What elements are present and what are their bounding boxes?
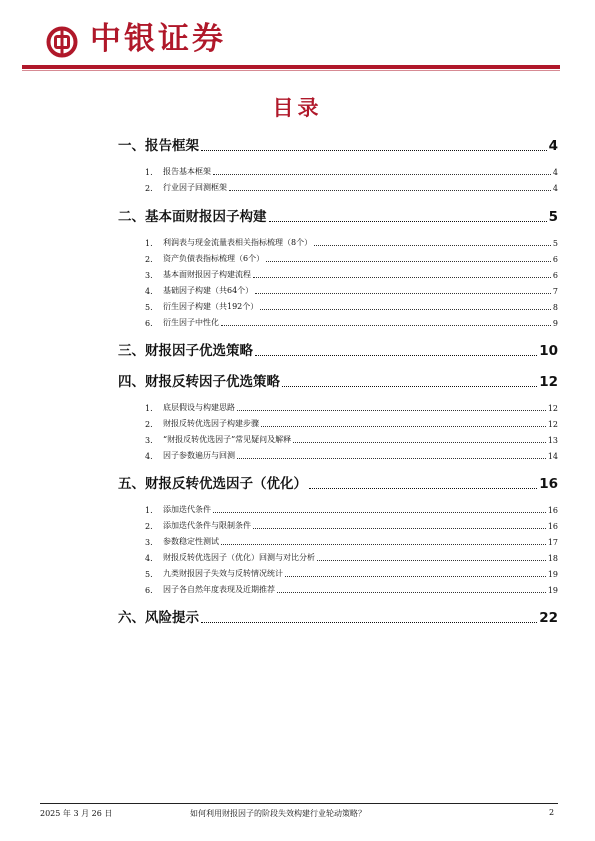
dot-leader: [213, 174, 551, 175]
toc-item-label: 添加迭代条件: [163, 505, 211, 514]
dot-leader: [237, 458, 546, 459]
toc-item-label: 财报反转优选因子构建步骤: [163, 419, 259, 428]
toc-item[interactable]: [145, 285, 558, 296]
toc-item-label: 因子参数遍历与回测: [163, 451, 235, 460]
toc-item-number: 2.: [145, 522, 153, 531]
toc-item[interactable]: [145, 584, 558, 595]
toc-section[interactable]: [118, 138, 558, 154]
toc-item-number: 3.: [145, 538, 153, 547]
footer-page-number: 2: [549, 808, 555, 817]
toc-item-page: 6: [552, 255, 558, 264]
page-header: [0, 0, 595, 70]
toc-section[interactable]: [118, 610, 558, 626]
dot-leader: [282, 386, 537, 387]
brand-name: 中银证券: [90, 21, 226, 57]
dot-leader: [261, 426, 546, 427]
dot-leader: [255, 293, 551, 294]
toc-item[interactable]: [145, 552, 558, 563]
toc-item[interactable]: [145, 166, 558, 177]
toc-section-label: 一、报告框架: [118, 138, 199, 154]
dot-leader: [317, 560, 546, 561]
toc-item-number: 6.: [145, 586, 153, 595]
toc-item[interactable]: [145, 301, 558, 312]
footer-report-title: 如何利用财报因子的阶段失效构建行业轮动策略？: [190, 809, 366, 818]
dot-leader: [201, 622, 537, 623]
toc-item-label: 资产负债表指标梳理（6个）: [163, 254, 265, 263]
toc-item[interactable]: [145, 536, 558, 547]
toc-item-label: 添加迭代条件与限制条件: [163, 521, 251, 530]
toc-item-page: 8: [552, 303, 558, 312]
toc-section-label: 五、财报反转优选因子（优化）: [118, 476, 307, 492]
toc-item-label: 基础因子构建（共64个）: [163, 286, 254, 295]
toc-item-page: 18: [547, 554, 558, 563]
toc-item-number: 3.: [145, 436, 153, 445]
toc-item-label: 报告基本框架: [163, 167, 211, 176]
toc-item-label: 参数稳定性测试: [163, 537, 219, 546]
toc-item[interactable]: [145, 317, 558, 328]
toc-item[interactable]: [145, 237, 558, 248]
toc-item-label: “财报反转优选因子”常见疑问及解释: [163, 435, 292, 444]
toc-item[interactable]: [145, 182, 558, 193]
toc-item-page: 4: [552, 184, 558, 193]
toc-section-page: 12: [539, 374, 558, 390]
toc-item-number: 2.: [145, 420, 153, 429]
toc-section-label: 四、财报反转因子优选策略: [118, 374, 280, 390]
dot-leader: [253, 528, 546, 529]
toc-item-label: 衍生因子中性化: [163, 318, 219, 327]
toc-section-label: 二、基本面财报因子构建: [118, 209, 267, 225]
toc-item-page: 19: [547, 586, 558, 595]
dot-leader: [213, 512, 546, 513]
toc-section[interactable]: [118, 343, 558, 359]
dot-leader: [255, 355, 537, 356]
toc-item[interactable]: [145, 504, 558, 515]
toc-item-label: 衍生因子构建（共192个）: [163, 302, 259, 311]
toc-item-number: 5.: [145, 570, 153, 579]
dot-leader: [293, 442, 546, 443]
toc-item-number: 1.: [145, 506, 153, 515]
toc-item-page: 6: [552, 271, 558, 280]
dot-leader: [285, 576, 546, 577]
toc-section-page: 5: [548, 209, 558, 225]
dot-leader: [266, 261, 551, 262]
toc-item-number: 1.: [145, 239, 153, 248]
toc-section-label: 六、风险提示: [118, 610, 199, 626]
toc-item-label: 基本面财报因子构建流程: [163, 270, 251, 279]
toc-item[interactable]: [145, 450, 558, 461]
toc-item-number: 6.: [145, 319, 153, 328]
dot-leader: [309, 488, 537, 489]
toc-item-number: 5.: [145, 303, 153, 312]
toc-section-page: 16: [539, 476, 558, 492]
dot-leader: [253, 277, 551, 278]
toc-item-number: 3.: [145, 271, 153, 280]
dot-leader: [229, 190, 551, 191]
toc-item-label: 行业因子回测框架: [163, 183, 227, 192]
toc-section-page: 22: [539, 610, 558, 626]
toc-item-label: 因子各自然年度表现及近期推荐: [163, 585, 275, 594]
toc-item[interactable]: [145, 418, 558, 429]
dot-leader: [237, 410, 546, 411]
dot-leader: [201, 150, 547, 151]
toc-item-label: 九类财报因子失效与反转情况统计: [163, 569, 283, 578]
toc-item-page: 12: [547, 404, 558, 413]
toc-item-page: 9: [552, 319, 558, 328]
dot-leader: [260, 309, 551, 310]
toc-section-page: 10: [539, 343, 558, 359]
toc-item-page: 17: [547, 538, 558, 547]
toc-item-page: 13: [547, 436, 558, 445]
toc-item-page: 16: [547, 506, 558, 515]
toc-item[interactable]: [145, 568, 558, 579]
toc-item-number: 2.: [145, 184, 153, 193]
toc-section[interactable]: [118, 209, 558, 225]
toc-item-page: 16: [547, 522, 558, 531]
toc-item[interactable]: [145, 520, 558, 531]
toc-item-page: 7: [552, 287, 558, 296]
toc-item-number: 1.: [145, 168, 153, 177]
toc-item[interactable]: [145, 402, 558, 413]
toc-section[interactable]: [118, 374, 558, 390]
toc-item-number: 1.: [145, 404, 153, 413]
toc-item[interactable]: [145, 434, 558, 445]
toc-item-number: 4.: [145, 554, 153, 563]
toc-item-page: 14: [547, 452, 558, 461]
toc-section[interactable]: [118, 476, 558, 492]
dot-leader: [221, 544, 546, 545]
toc-item-number: 4.: [145, 452, 153, 461]
dot-leader: [269, 221, 547, 222]
toc-item[interactable]: [145, 269, 558, 280]
toc-item-label: 底层假设与构建思路: [163, 403, 235, 412]
header-rule: [22, 65, 560, 69]
toc-item-page: 12: [547, 420, 558, 429]
bank-of-china-logo-icon: [46, 26, 78, 58]
footer-rule: [40, 803, 558, 804]
dot-leader: [277, 592, 546, 593]
toc-item-page: 5: [552, 239, 558, 248]
toc-item-page: 4: [552, 168, 558, 177]
toc-item-page: 19: [547, 570, 558, 579]
toc-title: 目录: [272, 96, 323, 120]
toc-item-label: 利润表与现金流量表相关指标梳理（8个）: [163, 238, 313, 247]
toc-item-label: 财报反转优选因子（优化）回测与对比分析: [163, 553, 315, 562]
toc-section-page: 4: [548, 138, 558, 154]
toc-item[interactable]: [145, 253, 558, 264]
toc-section-label: 三、财报因子优选策略: [118, 343, 253, 359]
dot-leader: [314, 245, 551, 246]
footer-date: 2025 年 3 月 26 日: [40, 809, 113, 818]
toc-item-number: 4.: [145, 287, 153, 296]
toc-item-number: 2.: [145, 255, 153, 264]
dot-leader: [221, 325, 551, 326]
header-rule-thin: [22, 70, 560, 71]
